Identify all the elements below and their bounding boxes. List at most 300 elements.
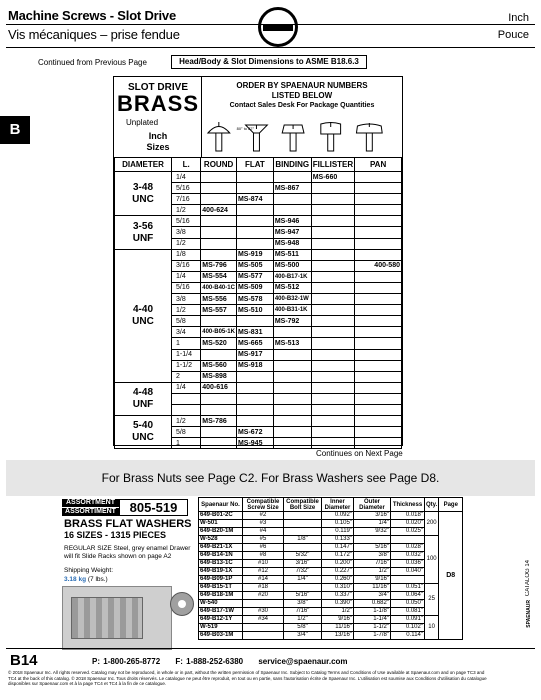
part-number-fillister xyxy=(311,316,354,327)
screw-table xyxy=(114,157,402,449)
diameter-cell xyxy=(115,216,172,249)
part-number-round xyxy=(201,438,237,449)
diameter-text: 3-56 xyxy=(133,220,154,232)
part-number-round[interactable]: 400-624 xyxy=(201,205,237,216)
washer-cell: 9/32" xyxy=(354,528,391,536)
washer-cell: 13/16" xyxy=(322,632,354,640)
part-number-fillister xyxy=(311,404,354,415)
length-cell xyxy=(172,393,201,404)
length-cell: 1/2 xyxy=(172,416,201,427)
washer-part-number[interactable]: 649-B18-1M xyxy=(199,592,243,600)
part-number-binding[interactable]: MS-948 xyxy=(273,238,311,249)
diameter-text: UNC xyxy=(132,315,154,327)
washer-cell: 0.028" xyxy=(391,544,425,552)
length-cell: 1/4 xyxy=(172,172,201,183)
part-number-binding xyxy=(273,172,311,183)
washer-cell: 0.310" xyxy=(322,584,354,592)
order-line2: LISTED BELOW xyxy=(271,91,333,100)
part-number-binding xyxy=(273,438,311,449)
slot-drive-icon xyxy=(258,7,298,47)
part-number-flat[interactable]: MS-510 xyxy=(236,305,273,316)
part-number-fillister xyxy=(311,427,354,438)
part-number-fillister xyxy=(311,260,354,271)
length-cell: 1-1/4 xyxy=(172,349,201,360)
washer-part-number[interactable]: 649-B17-1W xyxy=(199,608,243,616)
washer-cell: 1-7/8" xyxy=(354,632,391,640)
assortment-drawer-note: REGULAR SIZE Steel, grey enamel Drawer will fit Slide Racks shown on page A2 xyxy=(64,545,191,560)
part-number-pan xyxy=(355,238,402,249)
slot-drive-label: SLOT DRIVE xyxy=(127,82,188,93)
table-row xyxy=(199,584,463,592)
part-number-fillister xyxy=(311,327,354,338)
washer-cell xyxy=(284,528,322,536)
table-row xyxy=(199,528,463,536)
washer-cell xyxy=(284,512,322,520)
length-cell: 3/4 xyxy=(172,327,201,338)
washer-cell xyxy=(284,584,322,592)
pan-head-icon xyxy=(356,123,382,151)
diameter-text: UNF xyxy=(132,232,154,244)
part-number-binding[interactable]: MS-946 xyxy=(273,216,311,227)
washer-cell: 0.147" xyxy=(322,544,354,552)
part-number-round[interactable]: MS-560 xyxy=(201,360,237,371)
table-row xyxy=(199,632,463,640)
washer-cell: 0.092" xyxy=(322,512,354,520)
length-cell: 3/8 xyxy=(172,227,201,238)
part-number-fillister xyxy=(311,271,354,282)
part-number-fillister xyxy=(311,438,354,449)
part-number-flat xyxy=(236,404,273,415)
washer-part-number[interactable]: 649-B13-1C xyxy=(199,560,243,568)
page-ref-cell[interactable]: D8 xyxy=(439,512,463,640)
washer-part-number[interactable]: W-519 xyxy=(199,624,243,632)
part-number-round xyxy=(201,349,237,360)
order-instructions xyxy=(202,77,402,117)
washer-cell xyxy=(354,536,391,544)
part-number-binding[interactable]: MS-867 xyxy=(273,183,311,194)
part-number-flat[interactable]: MS-919 xyxy=(236,249,273,260)
part-number-round xyxy=(201,249,237,260)
table-row xyxy=(199,560,463,568)
washer-part-number[interactable]: 649-B12-1Y xyxy=(199,616,243,624)
part-number-binding xyxy=(273,371,311,382)
part-number-fillister xyxy=(311,416,354,427)
part-number-pan[interactable]: 400-580 xyxy=(355,260,402,271)
product-box xyxy=(113,76,403,446)
col-header: Compatible Bolt Size xyxy=(284,498,322,512)
continued-from-prev: Continued from Previous Page xyxy=(38,58,147,67)
shipping-kg: 3.18 kg xyxy=(64,576,87,583)
screw-table-header xyxy=(115,158,402,172)
unit-en: Inch xyxy=(508,12,529,24)
length-cell: 1/4 xyxy=(172,271,201,282)
washer-part-number[interactable]: 649-B20-1M xyxy=(199,528,243,536)
length-cell: 1/2 xyxy=(172,305,201,316)
part-number-round[interactable]: MS-520 xyxy=(201,338,237,349)
diameter-text: UNC xyxy=(132,193,154,205)
footer-line xyxy=(6,648,535,649)
table-row xyxy=(199,568,463,576)
table-row xyxy=(199,552,463,560)
assortment-sizes: 16 SIZES - 1315 PIECES xyxy=(64,530,167,540)
part-number-binding[interactable]: 400-B32-1W xyxy=(273,294,311,305)
washer-cell: 3/16" xyxy=(354,512,391,520)
washer-cell: 9/16" xyxy=(322,616,354,624)
washer-cell: 1-1/4" xyxy=(354,616,391,624)
inch-sizes-line2: Sizes xyxy=(146,142,170,152)
washer-cell: 3/8" xyxy=(354,552,391,560)
part-number-binding xyxy=(273,416,311,427)
part-number-round[interactable]: 400-B40-1C xyxy=(201,282,237,293)
part-number-binding xyxy=(273,194,311,205)
length-cell: 5/8 xyxy=(172,427,201,438)
col-header: PAN xyxy=(355,158,402,172)
part-number-pan xyxy=(355,216,402,227)
washer-cell: 0.025" xyxy=(391,528,425,536)
table-row xyxy=(199,536,463,544)
washer-cell: 0.050" xyxy=(391,600,425,608)
length-cell: 1-1/2 xyxy=(172,360,201,371)
part-number-binding[interactable]: 400-B17-1K xyxy=(273,271,311,282)
part-number-flat[interactable]: MS-505 xyxy=(236,260,273,271)
washer-cell: 0.172" xyxy=(322,552,354,560)
asme-note: Head/Body & Slot Dimensions to ASME B18.6.3 xyxy=(171,55,367,69)
col-header: Spaenaur No. xyxy=(199,498,243,512)
washer-cell: 3/4" xyxy=(284,632,322,640)
side-brand: SPAENAUR xyxy=(526,600,532,628)
diameter-text: 5-40 xyxy=(133,420,154,432)
part-number-fillister xyxy=(311,227,354,238)
col-header: Inner Diameter xyxy=(322,498,354,512)
part-number-round[interactable]: 400-B05-1K xyxy=(201,327,237,338)
col-header: BINDING xyxy=(273,158,311,172)
washer-cell: #3 xyxy=(243,520,284,528)
header-line-2 xyxy=(6,47,535,48)
part-number-round[interactable]: MS-556 xyxy=(201,294,237,305)
part-number-flat xyxy=(236,371,273,382)
part-number-flat xyxy=(236,393,273,404)
footer-contact xyxy=(92,657,348,666)
table-row xyxy=(115,172,402,183)
part-number-round[interactable]: MS-796 xyxy=(201,260,237,271)
part-number-binding xyxy=(273,393,311,404)
part-number-round[interactable]: MS-786 xyxy=(201,416,237,427)
part-number-fillister[interactable]: MS-660 xyxy=(311,172,354,183)
part-number-flat xyxy=(236,316,273,327)
part-number-flat[interactable]: MS-917 xyxy=(236,349,273,360)
part-number-binding xyxy=(273,327,311,338)
part-number-binding xyxy=(273,427,311,438)
washer-part-number[interactable]: 649-B01-2C xyxy=(199,512,243,520)
washer-cell: #6 xyxy=(243,544,284,552)
length-cell: 1/2 xyxy=(172,205,201,216)
part-number-pan xyxy=(355,271,402,282)
part-number-flat[interactable]: MS-578 xyxy=(236,294,273,305)
part-number-binding xyxy=(273,404,311,415)
part-number-round[interactable]: MS-557 xyxy=(201,305,237,316)
part-number-fillister xyxy=(311,305,354,316)
inch-sizes-label xyxy=(114,131,202,153)
part-number-pan xyxy=(355,438,402,449)
washer-cell: 1/2" xyxy=(354,568,391,576)
washer-cell: 0.051" xyxy=(391,584,425,592)
header-title-fr: Vis mécaniques – prise fendue xyxy=(8,27,180,42)
phone-number[interactable]: P: 1-800-265-8772 xyxy=(92,657,161,666)
washer-cell: 3/8" xyxy=(284,600,322,608)
washer-cell: 0.020" xyxy=(391,520,425,528)
table-row xyxy=(199,624,463,632)
part-number-flat[interactable]: MS-672 xyxy=(236,427,273,438)
washer-cell: 0.114" xyxy=(391,632,425,640)
part-number-round xyxy=(201,393,237,404)
part-number-flat xyxy=(236,216,273,227)
washer-cell: 5/16" xyxy=(284,592,322,600)
part-number-fillister xyxy=(311,238,354,249)
length-cell: 5/16 xyxy=(172,183,201,194)
email-link[interactable]: service@spaenaur.com xyxy=(258,657,348,666)
col-header: L. xyxy=(172,158,201,172)
length-cell: 1 xyxy=(172,338,201,349)
washer-cell: 0.260" xyxy=(322,576,354,584)
part-number-pan xyxy=(355,205,402,216)
material-label: BRASS xyxy=(116,91,199,116)
washer-part-number[interactable]: W-501 xyxy=(199,520,243,528)
washer-cell xyxy=(243,624,284,632)
header-title-en: Machine Screws - Slot Drive xyxy=(8,8,176,23)
washer-cell xyxy=(243,600,284,608)
part-number-flat[interactable]: MS-918 xyxy=(236,360,273,371)
washer-part-number[interactable]: 649-B21-1X xyxy=(199,544,243,552)
part-number-round xyxy=(201,238,237,249)
length-cell: 1/4 xyxy=(172,382,201,393)
washer-cell: 7/32" xyxy=(284,568,322,576)
washer-cell xyxy=(284,544,322,552)
length-cell: 1/8 xyxy=(172,249,201,260)
diameter-cell xyxy=(115,416,172,449)
fillister-head-icon xyxy=(321,122,341,151)
washer-part-number[interactable]: 649-B14-1N xyxy=(199,552,243,560)
part-number-flat[interactable]: MS-945 xyxy=(236,438,273,449)
part-number-binding[interactable]: MS-947 xyxy=(273,227,311,238)
part-number-round xyxy=(201,404,237,415)
part-number-pan xyxy=(355,327,402,338)
washer-part-number[interactable]: 649-B03-1M xyxy=(199,632,243,640)
part-number-round[interactable]: MS-898 xyxy=(201,371,237,382)
col-header: DIAMETER xyxy=(115,158,172,172)
part-number-flat xyxy=(236,183,273,194)
washer-cell: #5 xyxy=(243,536,284,544)
length-cell: 2 xyxy=(172,371,201,382)
part-number-fillister xyxy=(311,393,354,404)
diameter-cell xyxy=(115,382,172,415)
part-number-fillister xyxy=(311,282,354,293)
part-number-flat[interactable]: MS-665 xyxy=(236,338,273,349)
part-number-binding[interactable]: MS-513 xyxy=(273,338,311,349)
part-number-flat[interactable]: MS-831 xyxy=(236,327,273,338)
assortment-labels xyxy=(62,499,119,516)
cross-reference-bar: For Brass Nuts see Page C2. For Brass Washers see Page D8. xyxy=(6,460,535,496)
part-number-fillister xyxy=(311,349,354,360)
assortment-photo xyxy=(62,586,172,650)
table-row xyxy=(199,520,463,528)
washer-cell: 0.018" xyxy=(391,512,425,520)
washer-cell: 0.091" xyxy=(391,616,425,624)
copyright-line3: disponibles sur Spaenaur.com et à la page TC4 et TC4 à la fin de ce catalogue. xyxy=(8,681,167,686)
washer-cell: 0.133" xyxy=(322,536,354,544)
length-cell: 5/16 xyxy=(172,216,201,227)
washer-part-number[interactable]: 649-B15-1T xyxy=(199,584,243,592)
washer-cell: 1-1/2" xyxy=(354,624,391,632)
head-style-drawings xyxy=(202,117,402,157)
assortment-title: BRASS FLAT WASHERS xyxy=(64,518,192,530)
washer-cell xyxy=(243,632,284,640)
washer-cell: 0.064" xyxy=(391,592,425,600)
length-cell: 3/16 xyxy=(172,260,201,271)
part-number-binding[interactable]: 400-B31-1K xyxy=(273,305,311,316)
washer-cell: #12 xyxy=(243,568,284,576)
part-number-pan xyxy=(355,183,402,194)
washer-cell: 0.105" xyxy=(322,520,354,528)
part-number-pan xyxy=(355,282,402,293)
part-number-pan xyxy=(355,360,402,371)
washer-table xyxy=(198,497,463,640)
part-number-binding xyxy=(273,205,311,216)
col-header: FILLISTER xyxy=(311,158,354,172)
part-number-binding[interactable]: MS-500 xyxy=(273,260,311,271)
washer-cell: 9/16" xyxy=(354,576,391,584)
washer-cell: 5/16" xyxy=(354,544,391,552)
washer-cell: #18 xyxy=(243,584,284,592)
length-cell: 5/16 xyxy=(172,282,201,293)
washer-icon xyxy=(170,592,194,616)
diameter-cell xyxy=(115,172,172,216)
part-number-pan xyxy=(355,194,402,205)
shipping-weight xyxy=(64,566,113,584)
washer-cell: 5/32" xyxy=(284,552,322,560)
part-number-flat[interactable]: MS-509 xyxy=(236,282,273,293)
washer-part-number[interactable]: 649-B19-1X xyxy=(199,568,243,576)
washer-part-number[interactable]: W-540 xyxy=(199,600,243,608)
part-number-binding[interactable]: MS-511 xyxy=(273,249,311,260)
washer-part-number[interactable]: 649-B09-1P xyxy=(199,576,243,584)
diameter-text: UNF xyxy=(132,398,154,410)
washer-cell: #4 xyxy=(243,528,284,536)
assortment-label-en: ASSORTMENT xyxy=(62,499,119,507)
part-number-binding xyxy=(273,349,311,360)
part-number-fillister xyxy=(311,338,354,349)
diameter-cell xyxy=(115,249,172,382)
part-number-pan xyxy=(355,227,402,238)
washer-cell: 0.227" xyxy=(322,568,354,576)
washer-cell: #8 xyxy=(243,552,284,560)
washer-table-header xyxy=(199,498,463,512)
part-number-round xyxy=(201,227,237,238)
side-tab-b[interactable]: B xyxy=(0,116,30,144)
part-number-pan xyxy=(355,172,402,183)
part-number-binding[interactable]: MS-512 xyxy=(273,282,311,293)
table-row xyxy=(115,249,402,260)
part-number-pan xyxy=(355,371,402,382)
washer-cell: 0.102" xyxy=(391,624,425,632)
diameter-text: 4-48 xyxy=(133,386,154,398)
washer-cell: 0.032" xyxy=(391,552,425,560)
washer-cell: 0.081" xyxy=(391,608,425,616)
part-number-pan xyxy=(355,316,402,327)
diameter-text: 3-48 xyxy=(133,181,154,193)
col-header: Compatible Screw Size xyxy=(243,498,284,512)
product-title-area xyxy=(114,77,202,157)
washer-cell: 0.036" xyxy=(391,560,425,568)
part-number-fillister xyxy=(311,194,354,205)
copyright-line2: TC4 at the back of this catalog. © 2018 Spaenaur Inc. Tous droits réservés. Le catalogue ne peut être reproduit, en tout ou en partie, sans l'autorisation écrite de Spaenaur Inc. L'utilisation est soumise aux Conditions d'utilisation du catalogue xyxy=(8,675,487,681)
washer-cell: 0.682" xyxy=(354,600,391,608)
table-row xyxy=(199,600,463,608)
part-number-round[interactable]: 400-616 xyxy=(201,382,237,393)
col-header: Qty. xyxy=(425,498,439,512)
part-number-round xyxy=(201,316,237,327)
washer-cell: 1/2" xyxy=(284,616,322,624)
col-header: FLAT xyxy=(236,158,273,172)
inch-sizes-line1: Inch xyxy=(148,131,168,141)
copyright xyxy=(8,670,538,687)
washer-cell: 1/8" xyxy=(284,536,322,544)
round-head-icon xyxy=(208,122,230,151)
washer-part-number[interactable]: W-528 xyxy=(199,536,243,544)
part-number-pan xyxy=(355,382,402,393)
part-number-fillister xyxy=(311,382,354,393)
table-row xyxy=(115,382,402,393)
page-number: B14 xyxy=(10,652,38,669)
part-number-fillister xyxy=(311,294,354,305)
table-row xyxy=(115,216,402,227)
part-number-flat xyxy=(236,227,273,238)
part-number-pan xyxy=(355,294,402,305)
part-number-fillister xyxy=(311,371,354,382)
washer-cell: #10 xyxy=(243,560,284,568)
table-row xyxy=(199,544,463,552)
qty-cell: 10 xyxy=(425,616,439,640)
table-row xyxy=(115,416,402,427)
part-number-pan xyxy=(355,338,402,349)
length-cell: 7/16 xyxy=(172,194,201,205)
part-number-round xyxy=(201,194,237,205)
assortment-header xyxy=(62,499,188,516)
washer-cell: 3/16" xyxy=(284,560,322,568)
table-row xyxy=(199,512,463,520)
col-header: Thickness xyxy=(391,498,425,512)
length-cell xyxy=(172,404,201,415)
part-number-pan xyxy=(355,427,402,438)
side-catalog: CATALOG 14 xyxy=(525,560,531,597)
part-number-round[interactable]: MS-554 xyxy=(201,271,237,282)
washer-cell: 0.040" xyxy=(391,568,425,576)
angle-label: 80° to 82° xyxy=(236,125,255,132)
part-number-flat xyxy=(236,238,273,249)
part-number-round xyxy=(201,216,237,227)
order-line1: ORDER BY SPAENAUR NUMBERS xyxy=(236,81,368,90)
diameter-text: UNC xyxy=(132,432,154,444)
part-number-flat[interactable]: MS-874 xyxy=(236,194,273,205)
part-number-flat[interactable]: MS-577 xyxy=(236,271,273,282)
washer-cell: 5/8" xyxy=(284,624,322,632)
length-cell: 1 xyxy=(172,438,201,449)
part-number-round xyxy=(201,172,237,183)
washer-cell: 11/16" xyxy=(322,624,354,632)
part-number-flat xyxy=(236,172,273,183)
part-number-binding[interactable]: MS-792 xyxy=(273,316,311,327)
shipping-lbs: (7 lbs.) xyxy=(87,576,108,583)
washer-cell: #20 xyxy=(243,592,284,600)
